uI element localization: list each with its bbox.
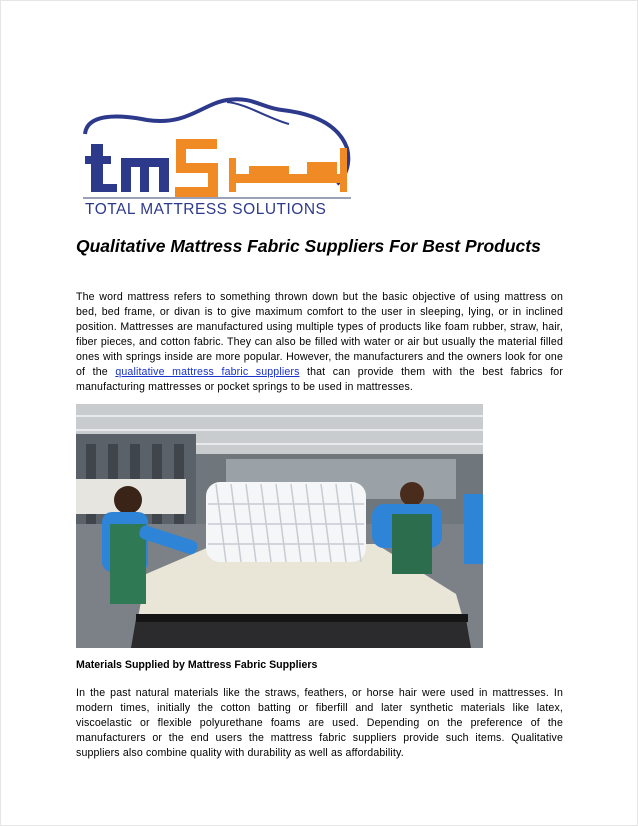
logo-underline bbox=[83, 197, 351, 199]
factory-photo bbox=[76, 404, 483, 648]
company-logo bbox=[77, 74, 367, 222]
logo-brand-text: TOTAL MATTRESS SOLUTIONS bbox=[85, 201, 327, 218]
intro-text-start: The word mattress refers to something thrown down but the basic objective of using mattress on bed, bed frame, or divan is to give maximum comfort to the user in sleeping, lying, or in inclined position. Mattresses are manufactured using multiple types of products like foam rubber, straw, hair, fiber pieces, and cotton fabric. They can also be filled with water or air but usually the material filled ones with springs inside are more popular. However, the manufacturers and the owners look for one of the bbox=[76, 291, 563, 378]
mattress-fabric-suppliers-link[interactable]: qualitative mattress fabric suppliers bbox=[115, 366, 300, 378]
section-subheading: Materials Supplied by Mattress Fabric Suppliers bbox=[76, 659, 318, 671]
materials-paragraph: In the past natural materials like the straws, feathers, or horse hair were used in mattresses. In modern times, initially the cotton batting or fiberfill and later synthetic materials like latex, viscoelastic or flexible polyurethane foams are used. Depending on the preference of the manufacturers or the end users the mattress fabric suppliers provide such items. Qualitative suppliers also combine quality with durability as well as affordability. bbox=[76, 687, 563, 759]
bed-icon bbox=[229, 148, 347, 192]
logo-mark bbox=[85, 144, 169, 192]
spring-roll bbox=[206, 482, 366, 562]
logo-s-letter bbox=[175, 144, 217, 192]
article-title: Qualitative Mattress Fabric Suppliers For Best Products bbox=[76, 236, 541, 256]
intro-text-end: that can provide them with the best fabrics for manufacturing mattresses or pocket springs to be used in mattresses. bbox=[76, 366, 564, 393]
intro-paragraph bbox=[76, 290, 563, 395]
